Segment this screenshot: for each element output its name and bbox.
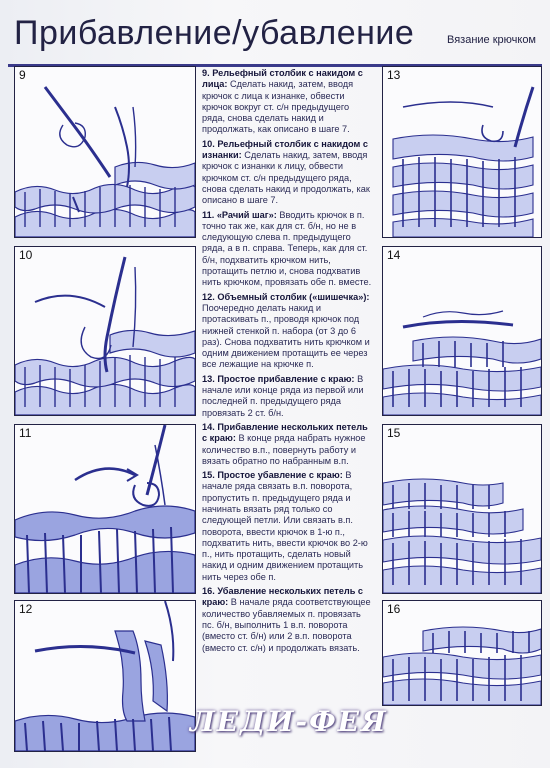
panel-number: 13 (387, 68, 401, 82)
instructions-column (202, 68, 374, 688)
illustration-panel-16 (382, 600, 542, 706)
crochet-illustration (383, 67, 541, 237)
panel-number: 14 (387, 248, 401, 262)
illustration-panel-10 (14, 246, 196, 416)
illustration-panel-15 (382, 424, 542, 594)
page-title: Прибавление/убавление (14, 14, 415, 52)
panel-number: 10 (19, 248, 33, 262)
crochet-illustration (15, 601, 195, 751)
instruction-13 (202, 374, 374, 419)
crochet-illustration (15, 247, 195, 415)
instruction-9 (202, 68, 374, 136)
instruction-heading: 15. Простое убавление с краю: (202, 470, 343, 481)
panel-number: 9 (19, 68, 26, 82)
crochet-illustration (383, 247, 541, 415)
illustration-panel-14 (382, 246, 542, 416)
illustration-panel-12 (14, 600, 196, 752)
instruction-heading: 11. «Рачий шаг»: (202, 209, 277, 220)
instruction-14 (202, 422, 374, 467)
instruction-heading: 16. Убавление нескольких петель с краю: (202, 586, 363, 608)
instruction-body: В начале ряда соответствующее количество убавляемых п. провязать пс. б/н, выполнить 1 в.п. поворота (вместо ст. б/н) или 2 в.п. поворота (вместо ст. с/н) и продолжать вязать. (202, 597, 371, 653)
instruction-body: В начале ряда связать в.п. поворота, пропустить п. предыдущего ряда и начинать вязать ряд только со следующей петли. Или связать в.п. поворота, ввести крючок в 1-ю п., подхватить нить, ввести крючок во 2-ю п., нить протащить, сделать новый накид и одним движением протащить нить через обе п. (202, 470, 368, 582)
instruction-16 (202, 586, 374, 654)
panel-number: 12 (19, 602, 33, 616)
instruction-body: Вводить крючок в п. точно так же, как для ст. б/н, но не в следующую слева п. предыдущего ряда, а в п. справа. Теперь, как для ст. б/н, подхватить крючком нить, протащить петлю и, снова подхватив нить крючком, провязать обе п. вместе. (202, 209, 372, 288)
instruction-12 (202, 292, 374, 371)
instruction-body: Сделать накид, затем, вводя крючок с изнанки к лицу, обвести крючком ст. с/н предыдущего ряда, снова сделать накид и продолжать, как описано в шаге 7. (202, 150, 370, 206)
illustration-panel-9 (14, 66, 196, 238)
instruction-body: В конце ряда набрать нужное количество в.п., повернуть работу и вязать обратно по набранным в.п. (202, 433, 366, 466)
instruction-15 (202, 470, 374, 583)
crochet-illustration (383, 425, 541, 593)
crochet-illustration (15, 425, 195, 593)
crochet-illustration (383, 601, 541, 705)
instruction-10 (202, 139, 374, 207)
panel-number: 11 (19, 426, 32, 440)
illustration-panel-11 (14, 424, 196, 594)
instruction-heading: 14. Прибавление нескольких петель с краю: (202, 421, 368, 444)
instruction-body: Сделать накид, затем, вводя крючок с лица к изнанке, обвести крючок вокруг ст. с/н предыдущего ряда, снова сделать накид и продолжать, как описано в шаге 7. (202, 79, 354, 135)
crochet-illustration (15, 67, 195, 237)
instruction-11 (202, 210, 374, 289)
instruction-heading: 9. Рельефный столбик с накидом с лица: (202, 68, 363, 90)
instruction-heading: 12. Объемный столбик («шишечка»): (202, 291, 370, 302)
instruction-heading: 10. Рельефный столбик с накидом с изнанки: (202, 138, 368, 161)
panel-number: 16 (387, 602, 401, 616)
instruction-body: В начале или конце ряда из первой или последней п. предыдущего ряда провязать 2 ст. б/н. (202, 373, 364, 418)
instruction-body: Поочередно делать накид и протаскивать п., проводя крючок под нижней стенкой п. набора (от 3 до 6 раз). Снова подхватить нить крючком и одним движением протащить ее через все лежащие на крючке п. (202, 302, 370, 370)
panel-number: 15 (387, 426, 401, 440)
instruction-heading: 13. Простое прибавление с краю: (202, 373, 355, 384)
page-header (8, 6, 542, 67)
watermark-logo: ЛЕДИ-ФЕЯ (190, 705, 388, 738)
illustration-panel-13 (382, 66, 542, 238)
section-label: Вязание крючком (446, 34, 536, 46)
